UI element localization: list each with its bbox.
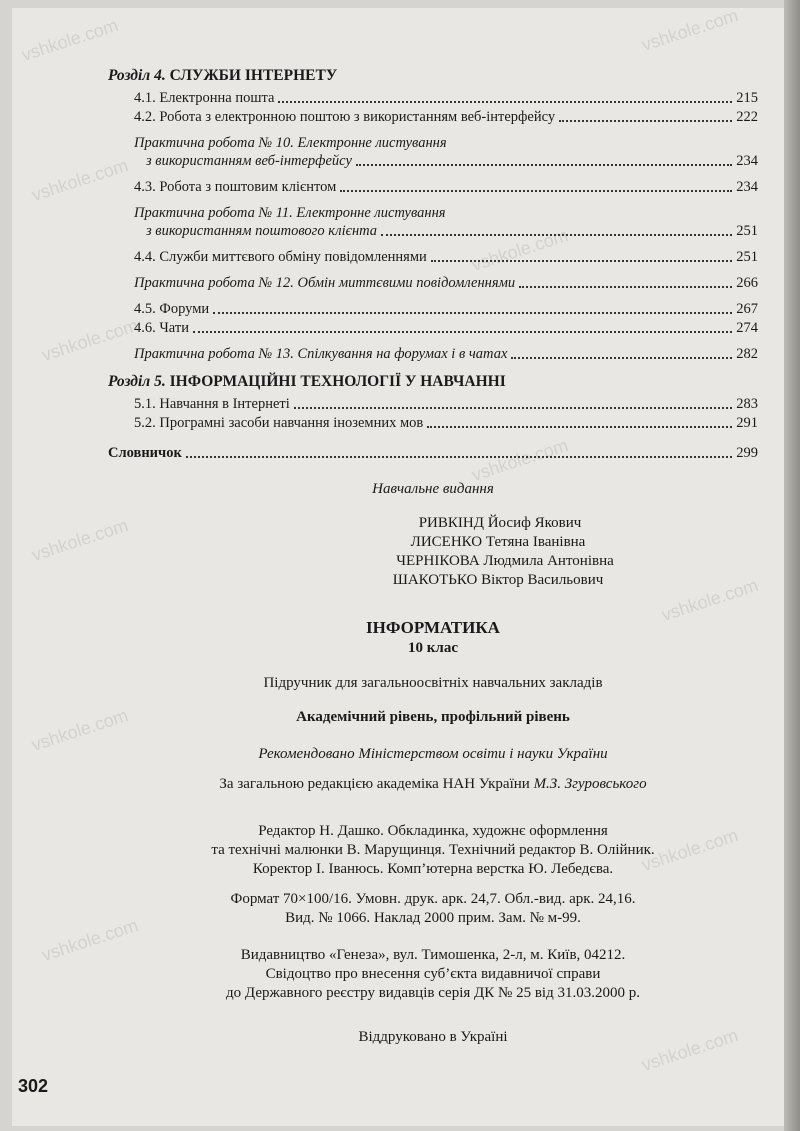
author: ЛИСЕНКО Тетяна Іванівна: [410, 534, 586, 550]
toc-entry: 4.4. Служби миттєвого обміну повідомленнями 251: [134, 249, 758, 265]
watermark: vshkole.com: [469, 435, 571, 485]
author: ШАКОТЬКО Віктор Васильович: [392, 572, 604, 588]
editor-line: За загальною редакцією академіка НАН України М.З. Згуровського: [219, 776, 647, 792]
authors-list: [160, 514, 760, 590]
section-4-heading: Розділ 4. СЛУЖБИ ІНТЕРНЕТУ: [108, 67, 338, 84]
book-title: ІНФОРМАТИКА: [366, 618, 500, 637]
toc-entry-practical: Практична робота № 11. Електронне листування з використанням поштового клієнта 251: [134, 205, 758, 239]
toc-entry: 4.3. Робота з поштовим клієнтом 234: [134, 179, 758, 195]
watermark: vshkole.com: [29, 705, 131, 755]
watermark: vshkole.com: [19, 15, 121, 65]
credits: Редактор Н. Дашко. Обкладинка, художнє оформлення та технічні малюнки В. Марущинця. Технічний редактор В. Олійник. Коректор І. Іванюсь. Комп’ютерна верстка Ю. Лебедєва.: [211, 823, 655, 877]
watermark: vshkole.com: [29, 515, 131, 565]
author: РИВКІНД Йосиф Якович: [418, 515, 582, 531]
page-fold-shadow: [784, 0, 800, 1131]
level: Академічний рівень, профільний рівень: [296, 709, 570, 725]
toc-entry: 5.1. Навчання в Інтернеті 283: [134, 396, 758, 412]
book-subtitle: Підручник для загальноосвітніх навчальних закладів: [263, 675, 603, 691]
toc-entry: 4.1. Електронна пошта 215: [134, 90, 758, 106]
watermark: vshkole.com: [639, 5, 741, 55]
edition-type: Навчальне видання: [372, 481, 494, 497]
section-5-heading: Розділ 5. ІНФОРМАЦІЙНІ ТЕХНОЛОГІЇ У НАВЧАННІ: [108, 373, 506, 390]
format-info: Формат 70×100/16. Умовн. друк. арк. 24,7. Обл.-вид. арк. 24,16. Вид. № 1066. Наклад 2000 прим. Зам. № м-99.: [230, 891, 636, 926]
author: ЧЕРНІКОВА Людмила Антонівна: [396, 553, 614, 569]
watermark: vshkole.com: [469, 225, 571, 275]
watermark: vshkole.com: [29, 155, 131, 205]
watermark: vshkole.com: [39, 915, 141, 965]
toc-entry: 4.5. Форуми 267: [134, 301, 758, 317]
watermark: vshkole.com: [39, 315, 141, 365]
toc-entry-practical: Практична робота № 12. Обмін миттєвими повідомленнями 266: [134, 275, 758, 291]
toc-entry: 5.2. Програмні засоби навчання іноземних мов 291: [134, 415, 758, 431]
table-of-contents: [108, 64, 758, 463]
watermark: vshkole.com: [639, 1025, 741, 1075]
printed-in: Віддруковано в Україні: [358, 1029, 508, 1045]
toc-entry-practical: Практична робота № 13. Спілкування на форумах і в чатах 282: [134, 346, 758, 362]
grade: 10 клас: [408, 640, 458, 656]
toc-entry: 4.6. Чати 274: [134, 320, 758, 336]
page-number: 302: [18, 1076, 49, 1096]
toc-entry-glossary: Словничок 299: [108, 445, 758, 461]
toc-entry-practical: Практична робота № 10. Електронне листування з використанням веб-інтерфейсу 234: [134, 135, 758, 169]
publisher-info: Видавництво «Генеза», вул. Тимошенка, 2-л, м. Київ, 04212. Свідоцтво про внесення суб’єкта видавничої справи до Державного реєстру видавців серія ДК № 25 від 31.03.2000 р.: [226, 947, 640, 1001]
toc-entry: 4.2. Робота з електронною поштою з використанням веб-інтерфейсу 222: [134, 109, 758, 125]
recommendation: Рекомендовано Міністерством освіти і науки України: [258, 746, 608, 762]
watermark: vshkole.com: [639, 825, 741, 875]
watermark: vshkole.com: [659, 575, 761, 625]
